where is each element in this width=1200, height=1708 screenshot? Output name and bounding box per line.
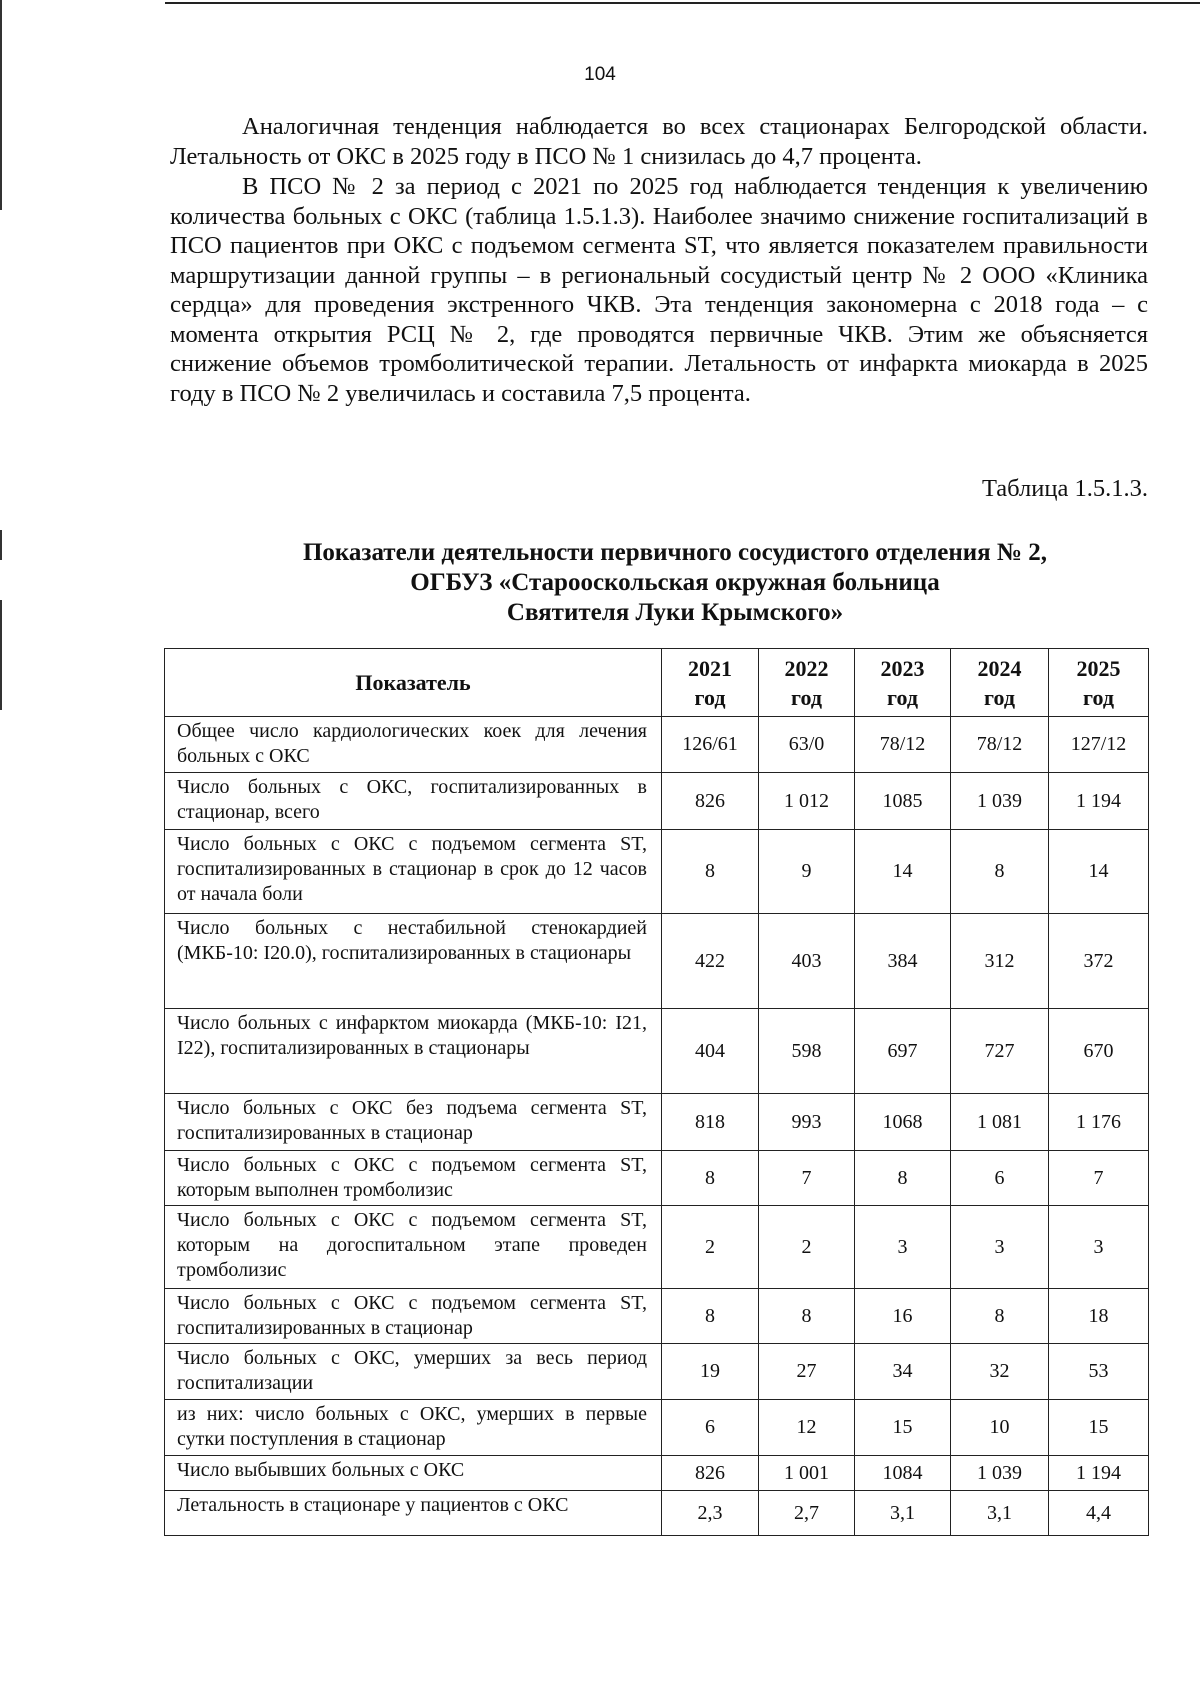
row-value: 1 194 <box>1049 773 1149 830</box>
row-indicator: из них: число больных с ОКС, умерших в первые сутки поступления в стационар <box>165 1400 662 1456</box>
row-value: 404 <box>662 1009 759 1094</box>
row-value: 127/12 <box>1049 717 1149 773</box>
row-value: 16 <box>855 1289 951 1344</box>
header-row <box>165 649 1149 717</box>
row-indicator: Число больных с ОКС без подъема сегмента ST, госпитализированных в стационар <box>165 1094 662 1151</box>
row-value: 12 <box>759 1400 855 1456</box>
row-value: 818 <box>662 1094 759 1151</box>
row-value: 1068 <box>855 1094 951 1151</box>
row-value: 32 <box>951 1344 1049 1400</box>
page-number: 104 <box>584 64 616 85</box>
row-value: 2 <box>662 1206 759 1289</box>
table-label: Таблица 1.5.1.3. <box>981 475 1148 502</box>
table-row <box>165 1400 1149 1456</box>
row-value: 8 <box>662 1151 759 1206</box>
row-value: 7 <box>759 1151 855 1206</box>
row-indicator: Число больных с ОКС с подъемом сегмента ST, которым на догоспитальном этапе проведен тромболизис <box>165 1206 662 1289</box>
table-row <box>165 830 1149 914</box>
row-value: 1 039 <box>951 773 1049 830</box>
row-value: 10 <box>951 1400 1049 1456</box>
row-value: 2 <box>759 1206 855 1289</box>
row-value: 372 <box>1049 914 1149 1009</box>
row-indicator: Число больных с ОКС, госпитализированных в стационар, всего <box>165 773 662 830</box>
scan-edge <box>0 530 2 560</box>
row-value: 15 <box>855 1400 951 1456</box>
row-value: 8 <box>855 1151 951 1206</box>
row-value: 78/12 <box>855 717 951 773</box>
header-indicator: Показатель <box>165 649 662 717</box>
row-value: 1085 <box>855 773 951 830</box>
row-indicator: Число больных с ОКС, умерших за весь период госпитализации <box>165 1344 662 1400</box>
table-title-line: ОГБУЗ «Старооскольская окружная больница <box>410 569 940 596</box>
row-value: 1 039 <box>951 1456 1049 1491</box>
row-value: 1084 <box>855 1456 951 1491</box>
row-value: 697 <box>855 1009 951 1094</box>
row-value: 598 <box>759 1009 855 1094</box>
row-value: 126/61 <box>662 717 759 773</box>
row-value: 1 176 <box>1049 1094 1149 1151</box>
paragraph: Аналогичная тенденция наблюдается во всех стационарах Белгородской области. Летальность от ОКС в 2025 году в ПСО № 1 снизилась до 4,7 процента. <box>170 113 1148 170</box>
header-year: 2025 год <box>1049 649 1149 717</box>
table-row <box>165 773 1149 830</box>
scan-edge <box>0 0 2 210</box>
row-value: 3 <box>951 1206 1049 1289</box>
table-title-line: Показатели деятельности первичного сосудистого отделения № 2, <box>302 539 1048 566</box>
row-value: 826 <box>662 773 759 830</box>
table-row <box>165 1344 1149 1400</box>
top-rule <box>165 2 1200 4</box>
row-value: 670 <box>1049 1009 1149 1094</box>
row-value: 993 <box>759 1094 855 1151</box>
table-row <box>165 1009 1149 1094</box>
table-row <box>165 717 1149 773</box>
row-value: 18 <box>1049 1289 1149 1344</box>
row-value: 8 <box>759 1289 855 1344</box>
row-value: 19 <box>662 1344 759 1400</box>
row-indicator: Число больных с ОКС с подъемом сегмента ST, госпитализированных в стационар <box>165 1289 662 1344</box>
row-value: 4,4 <box>1049 1491 1149 1536</box>
indicators-table <box>164 648 1149 1536</box>
row-value: 34 <box>855 1344 951 1400</box>
row-value: 422 <box>662 914 759 1009</box>
header-year: 2021 год <box>662 649 759 717</box>
table-row <box>165 1206 1149 1289</box>
table-row <box>165 1151 1149 1206</box>
table-title-line: Святителя Луки Крымского» <box>506 599 844 626</box>
row-value: 3 <box>1049 1206 1149 1289</box>
table-row <box>165 1456 1149 1491</box>
table-row <box>165 1289 1149 1344</box>
row-value: 14 <box>1049 830 1149 914</box>
row-indicator: Число больных с инфарктом миокарда (МКБ-10: I21, I22), госпитализированных в стационары <box>165 1009 662 1094</box>
row-value: 8 <box>662 830 759 914</box>
row-value: 1 081 <box>951 1094 1049 1151</box>
table-row <box>165 914 1149 1009</box>
row-value: 403 <box>759 914 855 1009</box>
row-value: 6 <box>951 1151 1049 1206</box>
row-value: 27 <box>759 1344 855 1400</box>
row-value: 8 <box>951 830 1049 914</box>
row-value: 8 <box>951 1289 1049 1344</box>
row-value: 2,3 <box>662 1491 759 1536</box>
row-value: 7 <box>1049 1151 1149 1206</box>
row-value: 384 <box>855 914 951 1009</box>
row-value: 8 <box>662 1289 759 1344</box>
row-indicator: Число выбывших больных с ОКС <box>165 1456 662 1491</box>
scan-edge <box>0 600 2 710</box>
row-value: 63/0 <box>759 717 855 773</box>
row-value: 53 <box>1049 1344 1149 1400</box>
row-value: 1 012 <box>759 773 855 830</box>
row-value: 1 001 <box>759 1456 855 1491</box>
row-value: 312 <box>951 914 1049 1009</box>
table-row <box>165 1094 1149 1151</box>
paragraph: В ПСО № 2 за период с 2021 по 2025 год наблюдается тенденция к увеличению количества больных с ОКС (таблица 1.5.1.3). Наиболее значимо снижение госпитализаций в ПСО пациентов при ОКС с подъемом сегмента ST, что является показателем правильности маршрутизации данной группы – в региональный сосудистый центр № 2 ООО «Клиника сердца» для проведения экстренного ЧКВ. Эта тенденция закономерна с 2018 года – с момента открытия РСЦ № 2, где проводятся первичные ЧКВ. Этим же объясняется снижение объемов тромболитической терапии. Летальность от инфаркта миокарда в 2025 году в ПСО № 2 увеличилась и составила 7,5 процента. <box>170 173 1148 407</box>
table-row <box>165 1491 1149 1536</box>
row-indicator: Число больных с ОКС с подъемом сегмента ST, госпитализированных в стационар в срок до 12 часов от начала боли <box>165 830 662 914</box>
row-value: 727 <box>951 1009 1049 1094</box>
row-indicator: Число больных с нестабильной стенокардией (МКБ-10: I20.0), госпитализированных в стационары <box>165 914 662 1009</box>
row-value: 3,1 <box>951 1491 1049 1536</box>
row-value: 15 <box>1049 1400 1149 1456</box>
row-value: 1 194 <box>1049 1456 1149 1491</box>
row-value: 3,1 <box>855 1491 951 1536</box>
row-indicator: Летальность в стационаре у пациентов с ОКС <box>165 1491 662 1536</box>
row-value: 14 <box>855 830 951 914</box>
row-value: 9 <box>759 830 855 914</box>
row-value: 6 <box>662 1400 759 1456</box>
table-title <box>250 538 1100 628</box>
row-value: 78/12 <box>951 717 1049 773</box>
header-year: 2022 год <box>759 649 855 717</box>
row-value: 3 <box>855 1206 951 1289</box>
row-value: 2,7 <box>759 1491 855 1536</box>
row-value: 826 <box>662 1456 759 1491</box>
row-indicator: Общее число кардиологических коек для лечения больных с ОКС <box>165 717 662 773</box>
header-year: 2023 год <box>855 649 951 717</box>
header-year: 2024 год <box>951 649 1049 717</box>
row-indicator: Число больных с ОКС с подъемом сегмента ST, которым выполнен тромболизис <box>165 1151 662 1206</box>
